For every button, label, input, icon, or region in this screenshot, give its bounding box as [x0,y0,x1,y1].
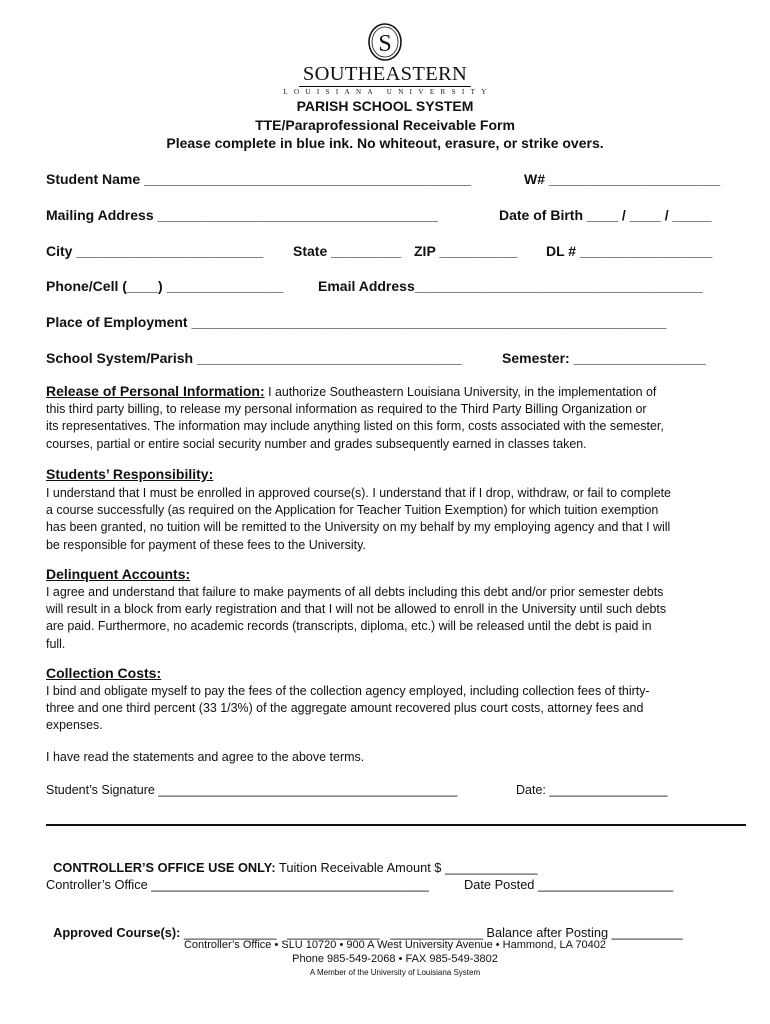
mailing-address-field[interactable]: Mailing Address ____________________________________ [46,207,438,223]
footer-address: Controller’s Office • SLU 10720 • 900 A West University Avenue • Hammond, LA 70402 [183,939,607,951]
form-title: TTE/Paraprofessional Receivable Form [255,117,515,133]
approved-courses-fields[interactable]: _____________ _____________ _____________ [180,925,483,940]
semester-field[interactable]: Semester: _________________ [502,350,706,366]
collection-costs-heading: Collection Costs: [46,665,162,681]
university-logo [0,22,770,96]
tuition-receivable-field[interactable]: Tuition Receivable Amount $ _____________ [275,860,538,875]
student-name-field[interactable]: Student Name __________________________________________ [46,171,472,187]
ink-instructions: Please complete in blue ink. No whiteout, erasure, or strike overs. [166,135,604,151]
release-heading: Release of Personal Information: [46,383,265,399]
footer-member-line: A Member of the University of Louisiana System [309,968,481,977]
responsibility-line: I understand that I must be enrolled in approved course(s). I understand that if I drop, withdraw, or fail to complete [46,486,671,500]
responsibility-line: be responsible for payment of these fees to the University. [46,537,366,552]
delinquent-line: will result in a block from early registration and that I will not be allowed to enroll in the University until such debts [46,602,667,617]
controller-office-use-row [46,845,538,875]
responsibility-line: a course successfully (as required on the Application for Teacher Tuition Exemption) for which tuition exemption [46,503,659,518]
signature-date-field[interactable]: Date: _________________ [516,783,668,797]
date-of-birth-field[interactable]: Date of Birth ____ / ____ / _____ [499,207,712,223]
release-section [46,383,750,453]
email-field[interactable]: Email Address_____________________________________ [318,278,703,294]
approved-courses-label: Approved Course(s): [53,925,181,940]
dl-number-field[interactable]: DL # _________________ [546,243,713,259]
logo-subtitle: LOUISIANA UNIVERSITY [283,88,493,96]
collection-line: three and one third percent (33 1/3%) of the aggregate amount recovered plus court costs, attorney fees and [46,701,644,716]
balance-after-posting-field[interactable]: Balance after Posting __________ [482,925,683,940]
logo-wordmark: SOUTHEASTERN [302,63,468,85]
logo-divider [299,86,471,87]
svg-text:S: S [378,31,392,57]
students-responsibility-body [46,485,750,554]
city-field[interactable]: City ________________________ [46,243,264,259]
school-system-field[interactable]: School System/Parish __________________________________ [46,350,462,366]
delinquent-line: I agree and understand that failure to make payments of all debts including this debt and/or prior semester debts [46,585,664,599]
release-line: courses, partial or entire social security number and grades subsequently earned in classes taken. [46,436,587,451]
release-line: this third party billing, to release my personal information as required to the Third Party Billing Organization or [46,402,647,417]
phone-field[interactable]: Phone/Cell (____) _______________ [46,278,284,294]
student-signature-field[interactable]: Student’s Signature ___________________________________________ [46,783,458,797]
office-use-label: CONTROLLER’S OFFICE USE ONLY: [53,860,276,875]
delinquent-line: are paid. Furthermore, no academic records (transcripts, diploma, etc.) will be released until the debt is paid in [46,619,652,634]
seal-emblem-icon [365,22,405,62]
responsibility-line: has been granted, no tuition will be remitted to the University on my behalf by my employing agency and that I will [46,520,671,535]
approved-courses-row [46,910,683,940]
collection-line: expenses. [46,718,103,733]
release-text-inline: I authorize Southeastern Louisiana University, in the implementation of [264,385,657,399]
controllers-office-field[interactable]: Controller’s Office _______________________________________ [46,877,429,892]
delinquent-accounts-body [46,584,750,653]
collection-costs-body [46,683,750,735]
release-line: its representatives. The information may include anything listed on this form, costs associated with the semester, [46,419,664,434]
zip-field[interactable]: ZIP __________ [414,243,518,259]
students-responsibility-heading: Students’ Responsibility: [46,466,214,482]
w-number-field[interactable]: W# ______________________ [524,171,721,187]
agreement-statement: I have read the statements and agree to the above terms. [46,750,365,764]
delinquent-line: full. [46,636,66,651]
form-header-line1: PARISH SCHOOL SYSTEM [296,98,474,114]
delinquent-accounts-heading: Delinquent Accounts: [46,566,191,582]
state-field[interactable]: State _________ [293,243,402,259]
section-divider [46,824,746,826]
date-posted-field[interactable]: Date Posted ___________________ [464,877,674,892]
collection-line: I bind and obligate myself to pay the fees of the collection agency employed, including collection fees of thirty- [46,684,650,698]
footer-phone: Phone 985-549-2068 • FAX 985-549-3802 [292,953,498,965]
place-of-employment-field[interactable]: Place of Employment _____________________________________________________________ [46,314,667,330]
